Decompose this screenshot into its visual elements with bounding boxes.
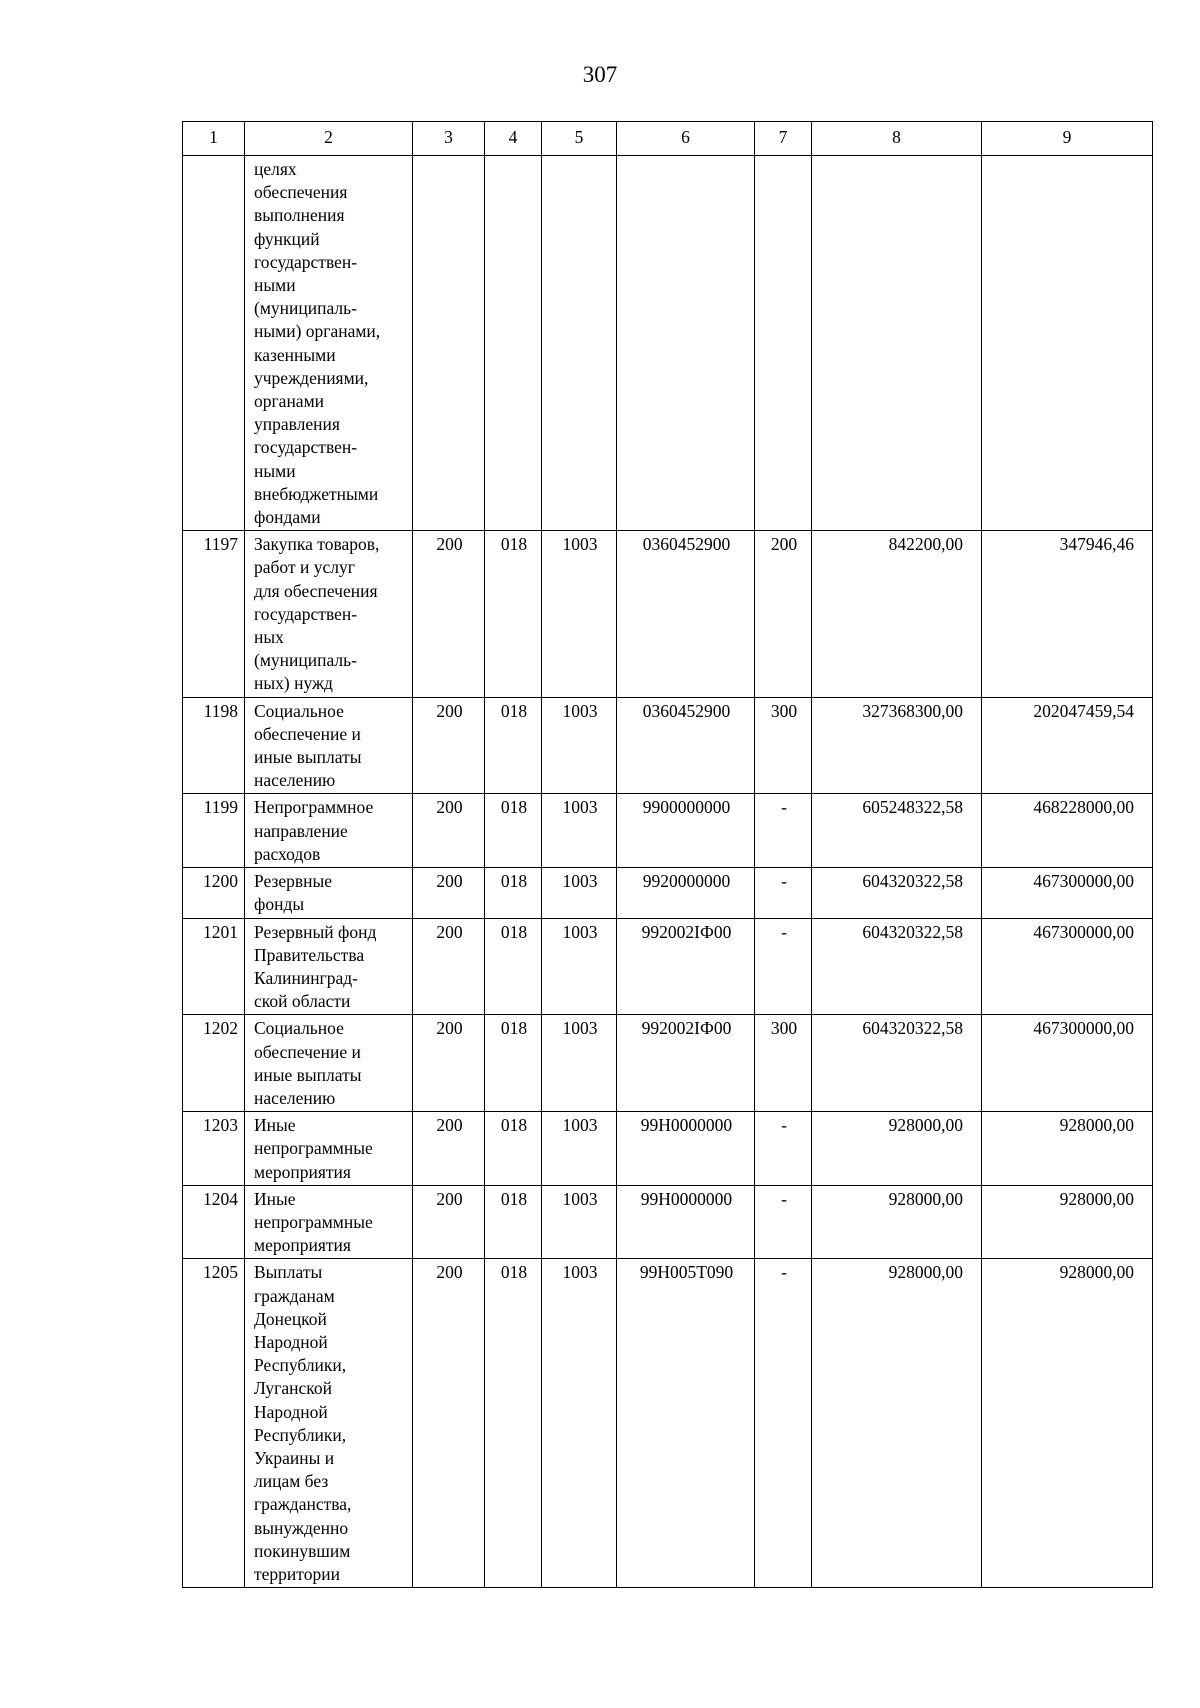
col-3-code: 200 (413, 1259, 485, 1588)
col-9-amount: 467300000,00 (982, 868, 1153, 918)
col-6-code: 0360452900 (617, 697, 755, 794)
col-8-amount: 604320322,58 (812, 918, 982, 1015)
col-3-code: 200 (413, 531, 485, 697)
column-header: 7 (755, 122, 812, 156)
col-7-code (755, 156, 812, 531)
table-header-row (183, 122, 1153, 156)
table-row (183, 918, 1153, 1015)
row-number: 1205 (183, 1259, 245, 1588)
col-7-code: 300 (755, 697, 812, 794)
column-header: 5 (542, 122, 617, 156)
col-4-code (485, 156, 542, 531)
expense-name: целях обеспечения выполнения функций государствен- ными (муниципаль- ными) органами, казенными учреждениями, органами управления государствен- ными внебюджетными фондами (245, 156, 413, 531)
col-5-code: 1003 (542, 1015, 617, 1112)
expense-name: Социальное обеспечение и иные выплаты населению (245, 1015, 413, 1112)
col-5-code: 1003 (542, 1185, 617, 1259)
column-header: 9 (982, 122, 1153, 156)
col-9-amount: 347946,46 (982, 531, 1153, 697)
col-6-code: 992002ІФ00 (617, 918, 755, 1015)
col-4-code: 018 (485, 697, 542, 794)
col-3-code: 200 (413, 1015, 485, 1112)
page-number: 307 (582, 62, 618, 87)
table-row (183, 1015, 1153, 1112)
table-row (183, 531, 1153, 697)
table-row (183, 697, 1153, 794)
col-6-code: 99Н0000000 (617, 1185, 755, 1259)
col-8-amount: 928000,00 (812, 1185, 982, 1259)
row-number: 1197 (183, 531, 245, 697)
col-6-code (617, 156, 755, 531)
expense-name: Резервный фонд Правительства Калининград- ской области (245, 918, 413, 1015)
row-number: 1203 (183, 1112, 245, 1186)
col-5-code: 1003 (542, 794, 617, 868)
col-5-code: 1003 (542, 918, 617, 1015)
expense-name: Закупка товаров, работ и услуг для обеспечения государствен- ных (муниципаль- ных) нужд (245, 531, 413, 697)
col-9-amount: 928000,00 (982, 1112, 1153, 1186)
col-8-amount: 928000,00 (812, 1259, 982, 1588)
col-8-amount: 842200,00 (812, 531, 982, 697)
col-7-code: - (755, 1259, 812, 1588)
expense-name: Социальное обеспечение и иные выплаты населению (245, 697, 413, 794)
col-9-amount: 467300000,00 (982, 918, 1153, 1015)
col-5-code: 1003 (542, 868, 617, 918)
expense-name: Иные непрограммные мероприятия (245, 1185, 413, 1259)
table-row (183, 1185, 1153, 1259)
row-number: 1204 (183, 1185, 245, 1259)
column-header: 4 (485, 122, 542, 156)
col-6-code: 0360452900 (617, 531, 755, 697)
column-header: 1 (183, 122, 245, 156)
expense-name: Иные непрограммные мероприятия (245, 1112, 413, 1186)
table-body (183, 122, 1153, 1588)
col-5-code: 1003 (542, 697, 617, 794)
col-5-code (542, 156, 617, 531)
col-7-code: - (755, 918, 812, 1015)
col-4-code: 018 (485, 794, 542, 868)
col-7-code: - (755, 1185, 812, 1259)
col-9-amount: 202047459,54 (982, 697, 1153, 794)
col-5-code: 1003 (542, 531, 617, 697)
col-3-code (413, 156, 485, 531)
col-6-code: 99Н0000000 (617, 1112, 755, 1186)
expense-name: Непрограммное направление расходов (245, 794, 413, 868)
col-5-code: 1003 (542, 1112, 617, 1186)
col-3-code: 200 (413, 1112, 485, 1186)
col-8-amount: 604320322,58 (812, 1015, 982, 1112)
col-4-code: 018 (485, 868, 542, 918)
col-6-code: 992002ІФ00 (617, 1015, 755, 1112)
col-4-code: 018 (485, 1112, 542, 1186)
column-header: 6 (617, 122, 755, 156)
col-3-code: 200 (413, 1185, 485, 1259)
col-4-code: 018 (485, 1185, 542, 1259)
expense-name: Выплаты гражданам Донецкой Народной Республики, Луганской Народной Республики, Украины и лицам без гражданства, вынужденно покинувшим территории (245, 1259, 413, 1588)
col-6-code: 99Н005Т090 (617, 1259, 755, 1588)
table-row (183, 868, 1153, 918)
col-8-amount: 928000,00 (812, 1112, 982, 1186)
col-8-amount: 327368300,00 (812, 697, 982, 794)
col-9-amount (982, 156, 1153, 531)
col-8-amount: 604320322,58 (812, 868, 982, 918)
table-row (183, 794, 1153, 868)
col-4-code: 018 (485, 1015, 542, 1112)
column-header: 2 (245, 122, 413, 156)
col-9-amount: 467300000,00 (982, 1015, 1153, 1112)
col-4-code: 018 (485, 1259, 542, 1588)
col-6-code: 9900000000 (617, 794, 755, 868)
row-number: 1201 (183, 918, 245, 1015)
col-3-code: 200 (413, 868, 485, 918)
col-9-amount: 928000,00 (982, 1259, 1153, 1588)
row-number (183, 156, 245, 531)
col-3-code: 200 (413, 697, 485, 794)
expense-name: Резервные фонды (245, 868, 413, 918)
col-9-amount: 468228000,00 (982, 794, 1153, 868)
row-number: 1199 (183, 794, 245, 868)
row-number: 1202 (183, 1015, 245, 1112)
col-7-code: 300 (755, 1015, 812, 1112)
column-header: 3 (413, 122, 485, 156)
table-row (183, 1259, 1153, 1588)
col-3-code: 200 (413, 918, 485, 1015)
table-row (183, 156, 1153, 531)
row-number: 1200 (183, 868, 245, 918)
col-3-code: 200 (413, 794, 485, 868)
table-row (183, 1112, 1153, 1186)
col-8-amount (812, 156, 982, 531)
col-4-code: 018 (485, 531, 542, 697)
col-5-code: 1003 (542, 1259, 617, 1588)
col-4-code: 018 (485, 918, 542, 1015)
budget-table (182, 121, 1153, 1588)
col-7-code: - (755, 868, 812, 918)
col-7-code: - (755, 1112, 812, 1186)
column-header: 8 (812, 122, 982, 156)
col-8-amount: 605248322,58 (812, 794, 982, 868)
col-7-code: - (755, 794, 812, 868)
col-9-amount: 928000,00 (982, 1185, 1153, 1259)
col-7-code: 200 (755, 531, 812, 697)
col-6-code: 9920000000 (617, 868, 755, 918)
row-number: 1198 (183, 697, 245, 794)
